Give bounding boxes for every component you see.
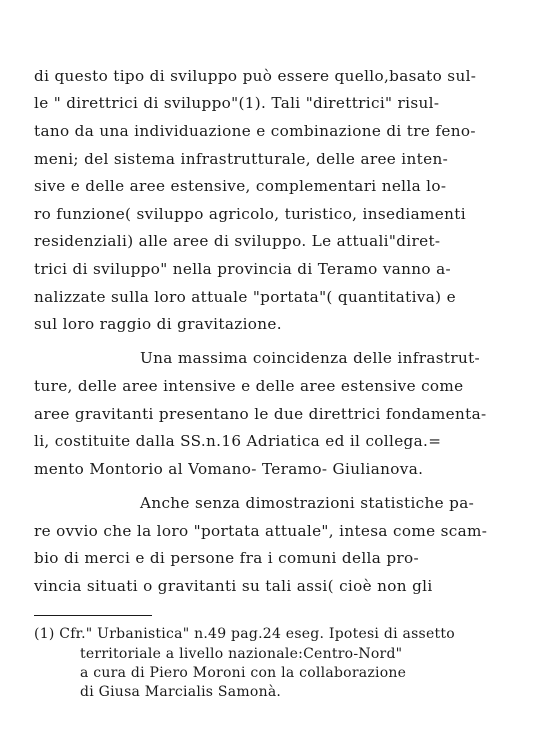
body-line-5: sive e delle aree estensive, complementari nella lo- bbox=[34, 177, 447, 195]
footnote-line-3: a cura di Piero Moroni con la collaborazione bbox=[80, 665, 407, 681]
body-line-14: li, costituite dalla SS.n.16 Adriatica ed il collega.= bbox=[34, 432, 442, 450]
footnote-line-1: (1) Cfr." Urbanistica" n.49 pag.24 eseg. Ipotesi di assetto bbox=[34, 626, 455, 642]
body-line-8: trici di sviluppo" nella provincia di Teramo vanno a- bbox=[34, 260, 451, 278]
body-line-9: nalizzate sulla loro attuale "portata"( quantitativa) e bbox=[34, 288, 456, 306]
body-line-15: mento Montorio al Vomano- Teramo- Giulianova. bbox=[34, 460, 424, 478]
body-line-3: tano da una individuazione e combinazione di tre feno- bbox=[34, 122, 476, 140]
body-line-2: le " direttrici di sviluppo"(1). Tali "direttrici" risul- bbox=[34, 94, 440, 112]
body-line-6: ro funzione( sviluppo agricolo, turistico, insediamenti bbox=[34, 205, 466, 223]
body-line-12: ture, delle aree intensive e delle aree estensive come bbox=[34, 377, 464, 395]
body-line-1: di questo tipo di sviluppo può essere quello,basato sul- bbox=[34, 67, 477, 85]
body-line-13: aree gravitanti presentano le due direttrici fondamenta- bbox=[34, 405, 487, 423]
body-line-17: re ovvio che la loro "portata attuale", intesa come scam- bbox=[34, 522, 488, 540]
body-line-16: Anche senza dimostrazioni statistiche pa- bbox=[140, 494, 475, 512]
footnote-divider bbox=[34, 615, 152, 616]
body-line-7: residenziali) alle aree di sviluppo. Le attuali"diret- bbox=[34, 232, 441, 250]
footnote-line-4: di Giusa Marcialis Samonà. bbox=[80, 684, 282, 700]
footnote-line-2: territoriale a livello nazionale:Centro-Nord" bbox=[80, 646, 403, 662]
body-line-19: vincia situati o gravitanti su tali assi( cioè non gli bbox=[34, 577, 433, 595]
body-line-4: meni; del sistema infrastrutturale, delle aree inten- bbox=[34, 150, 449, 168]
body-line-11: Una massima coincidenza delle infrastrut- bbox=[140, 349, 481, 367]
body-line-10: sul loro raggio di gravitazione. bbox=[34, 315, 282, 333]
body-line-18: bio di merci e di persone fra i comuni della pro- bbox=[34, 549, 419, 567]
